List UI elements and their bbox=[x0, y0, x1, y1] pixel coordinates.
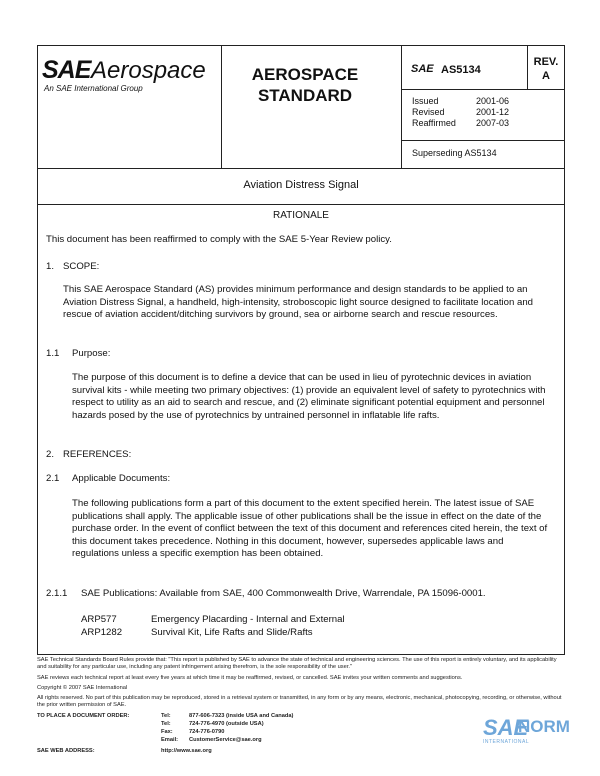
issued-label: Issued bbox=[412, 96, 439, 106]
footer-rules-notice: SAE Technical Standards Board Rules provide that: "This report is published by SAE to advance the state of technical and engineering sciences. The use of this report is entirely voluntary, and its applicability and suitability for any particular use, including any patent infringement arising therefrom, is the sole responsibility of the user." bbox=[37, 657, 557, 671]
standard-title bbox=[235, 64, 375, 106]
title-bottom-rule bbox=[37, 204, 565, 205]
aerospace-logo-text: Aerospace bbox=[91, 57, 206, 84]
order-label: TO PLACE A DOCUMENT ORDER: bbox=[37, 713, 130, 719]
footer-copyright: Copyright © 2007 SAE International bbox=[37, 685, 128, 691]
doc-number: AS5134 bbox=[441, 64, 481, 76]
issued-value: 2001-06 bbox=[476, 96, 510, 106]
header-divider-4 bbox=[401, 89, 565, 90]
rev-value: A bbox=[542, 70, 550, 82]
logo-subtitle: An SAE International Group bbox=[44, 84, 143, 93]
title-line-2: STANDARD bbox=[257, 86, 353, 105]
sae-logo: SAE bbox=[42, 56, 91, 84]
rationale-heading: RATIONALE bbox=[273, 210, 329, 221]
reference-title: Survival Kit, Life Rafts and Slide/Rafts bbox=[151, 627, 313, 638]
tel2-label: Tel: bbox=[161, 721, 171, 727]
section-2-1-text: The following publications form a part of this document to the extent specified herein. The latest issue of SAE publications shall apply. The applicable issue of other publications shall be the issue in effect on the date of the purchase order. In the event of conflict between the text of this document and references cited herein, the text of this document takes precedence. Nothing in this document, however, supersedes applicable laws and regulations unless a specific exemption has been obtained. bbox=[72, 498, 548, 560]
reaffirmed-value: 2007-03 bbox=[476, 118, 510, 128]
section-2-1-number: 2.1 bbox=[46, 473, 60, 484]
section-2-1-1-text: SAE Publications: Available from SAE, 400 Commonwealth Drive, Warrendale, PA 15096-0001. bbox=[81, 588, 486, 599]
watermark-subtitle: INTERNATIONAL bbox=[483, 739, 530, 745]
fax-value: 724-776-0790 bbox=[189, 729, 225, 735]
reference-code: ARP1282 bbox=[81, 627, 123, 638]
section-1-text: This SAE Aerospace Standard (AS) provides minimum performance and design standards to be applied to an Aviation Distress Signal, a handheld, high-intensity, stroboscopic light source designed to facilitate location and rescue of aviation accident/ditching survivors by ground, sea or airborne search and rescue resources. bbox=[63, 284, 534, 321]
title-line-1: AEROSPACE bbox=[251, 65, 359, 84]
rev-label: REV. bbox=[533, 56, 559, 68]
reference-title: Emergency Placarding - Internal and External bbox=[151, 614, 345, 625]
header-divider-2 bbox=[401, 45, 402, 168]
tel1-value: 877-606-7323 (inside USA and Canada) bbox=[189, 713, 294, 719]
section-2-number: 2. bbox=[46, 449, 55, 460]
section-1-number: 1. bbox=[46, 261, 55, 272]
section-2-1-title: Applicable Documents: bbox=[72, 473, 171, 484]
revised-value: 2001-12 bbox=[476, 107, 510, 117]
reference-code: ARP577 bbox=[81, 614, 117, 625]
revised-label: Revised bbox=[412, 107, 445, 117]
footer-review-notice: SAE reviews each technical report at least every five years at which time it may be reaffirmed, revised, or cancelled. SAE invites your written comments and suggestions. bbox=[37, 675, 463, 681]
superseding-note: Superseding AS5134 bbox=[412, 148, 497, 158]
footer-rights-notice: All rights reserved. No part of this publication may be reproduced, stored in a retrieval system or transmitted, in any form or by any means, electronic, mechanical, photocopying, recording, or otherwise, without the prior written permission of SAE. bbox=[37, 695, 562, 709]
watermark-norm: NORM bbox=[518, 717, 570, 736]
revision-box bbox=[527, 55, 565, 83]
fax-label: Fax: bbox=[161, 729, 173, 735]
web-link[interactable]: http://www.sae.org bbox=[161, 748, 212, 754]
document-title: Aviation Distress Signal bbox=[243, 179, 359, 191]
section-2-1-1-number: 2.1.1 bbox=[46, 588, 68, 599]
tel2-value: 724-776-4970 (outside USA) bbox=[189, 721, 264, 727]
header-divider-1 bbox=[221, 45, 222, 168]
section-2-title: REFERENCES: bbox=[63, 449, 132, 460]
reaffirmed-label: Reaffirmed bbox=[412, 118, 456, 128]
section-1-title: SCOPE: bbox=[63, 261, 100, 272]
title-top-rule bbox=[37, 168, 565, 169]
email-label: Email: bbox=[161, 737, 179, 743]
watermark-sae-logo: SAE bbox=[483, 715, 529, 740]
rationale-text: This document has been reaffirmed to comply with the SAE 5-Year Review policy. bbox=[46, 234, 392, 245]
web-label: SAE WEB ADDRESS: bbox=[37, 748, 95, 754]
tel1-label: Tel: bbox=[161, 713, 171, 719]
section-1-1-title: Purpose: bbox=[72, 348, 111, 359]
email-link[interactable]: CustomerService@sae.org bbox=[189, 737, 262, 743]
section-1-1-text: The purpose of this document is to define a device that can be used in lieu of pyrotechnic devices in aviation survival kits - while meeting two primary objectives: (1) provide an equivalent level of safety to pyrotechnics with respect to utility as an aid to search and rescue, and (2) eliminate significant potential equipment and personnel hazards posed by the use of pyrotechnics by untrained personnel in inflatable life rafts. bbox=[72, 372, 546, 421]
header-divider-5 bbox=[401, 140, 565, 141]
doc-mark-logo: SAE bbox=[411, 63, 434, 75]
section-1-1-number: 1.1 bbox=[46, 348, 60, 359]
document-frame bbox=[37, 45, 565, 655]
